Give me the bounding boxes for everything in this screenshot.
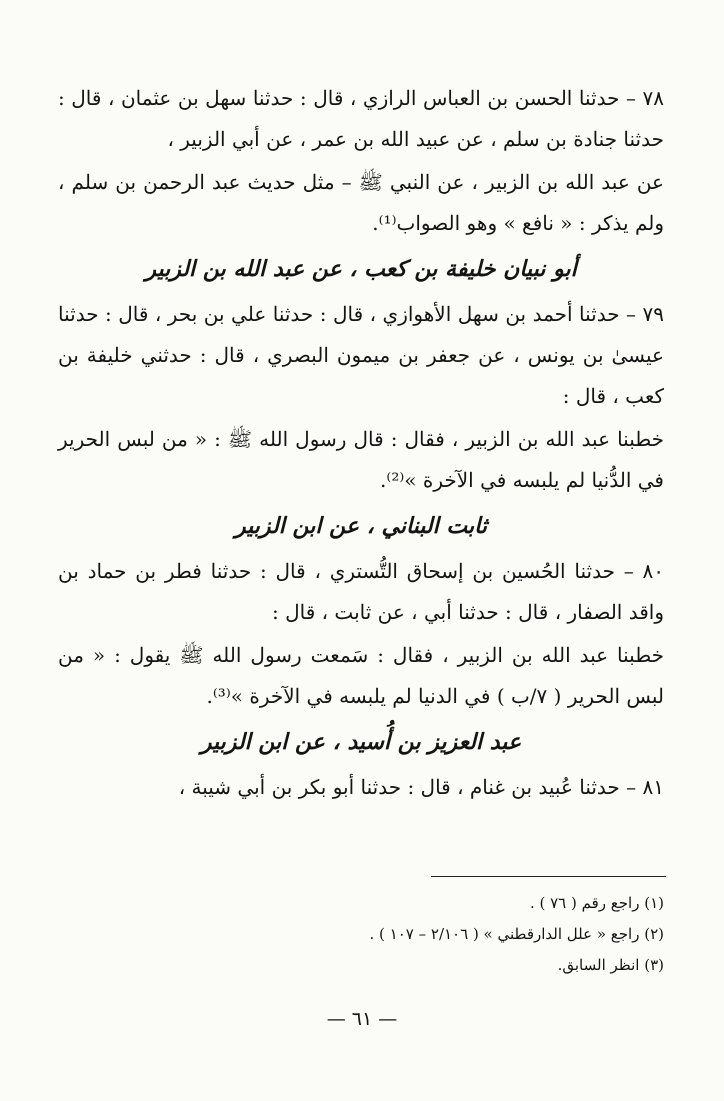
footnote-3: (٣) انظر السابق. <box>557 956 664 974</box>
footnote-2: (٢) راجع « علل الدارقطني » ( ٢/١٠٦ – ١٠٧ ) . <box>369 925 664 943</box>
paragraph-hadith-79-continued: خطبنا عبد الله بن الزبير ، فقال : قال رسول الله ﷺ : « من لبس الحرير في الدُّنيا لم يلبسه في الآخرة »⁽²⁾. <box>58 427 664 492</box>
paragraph-hadith-80: ٨٠ – حدثنا الحُسين بن إسحاق التُّستري ، قال : حدثنا فطر بن حماد بن واقد الصفار ، قال : حدثنا أبي ، عن ثابت ، قال : <box>58 559 664 624</box>
footnote-1: (١) راجع رقم ( ٧٦ ) . <box>529 894 664 912</box>
paragraph-hadith-78-continued: عن عبد الله بن الزبير ، عن النبي ﷺ – مثل حديث عبد الرحمن بن سلم ، ولم يذكر : « نافع » وهو الصواب⁽¹⁾. <box>58 170 664 235</box>
paragraph-hadith-79: ٧٩ – حدثنا أحمد بن سهل الأهوازي ، قال : حدثنا علي بن بحر ، قال : حدثنا عيسىٰ بن يونس ، عن جعفر بن ميمون البصري ، قال : حدثني خليفة بن كعب ، قال : <box>58 302 664 408</box>
paragraph-hadith-78: ٧٨ – حدثنا الحسن بن العباس الرازي ، قال : حدثنا سهل بن عثمان ، قال : حدثنا جنادة بن سلم ، عن عبيد الله بن عمر ، عن أبي الزبير ، <box>58 86 664 151</box>
section-heading-thabit: ثابت البناني ، عن ابن الزبير <box>235 514 487 539</box>
page-number: — ٦١ — <box>326 1008 398 1030</box>
footnotes <box>60 888 664 981</box>
paragraph-hadith-81: ٨١ – حدثنا عُبيد بن غنام ، قال : حدثنا أبو بكر بن أبي شيبة ، <box>178 775 664 799</box>
section-heading-khalifa: أبو نبيان خليفة بن كعب ، عن عبد الله بن الزبير <box>145 257 577 282</box>
body-text <box>58 78 664 808</box>
footnote-divider <box>431 876 666 877</box>
paragraph-hadith-80-continued: خطبنا عبد الله بن الزبير ، فقال : سَمعت رسول الله ﷺ يقول : « من لبس الحرير ( ٧/ب ) في الدنيا لم يلبسه في الآخرة »⁽³⁾. <box>58 643 664 708</box>
section-heading-abdulaziz: عبد العزيز بن أُسيد ، عن ابن الزبير <box>200 730 522 755</box>
